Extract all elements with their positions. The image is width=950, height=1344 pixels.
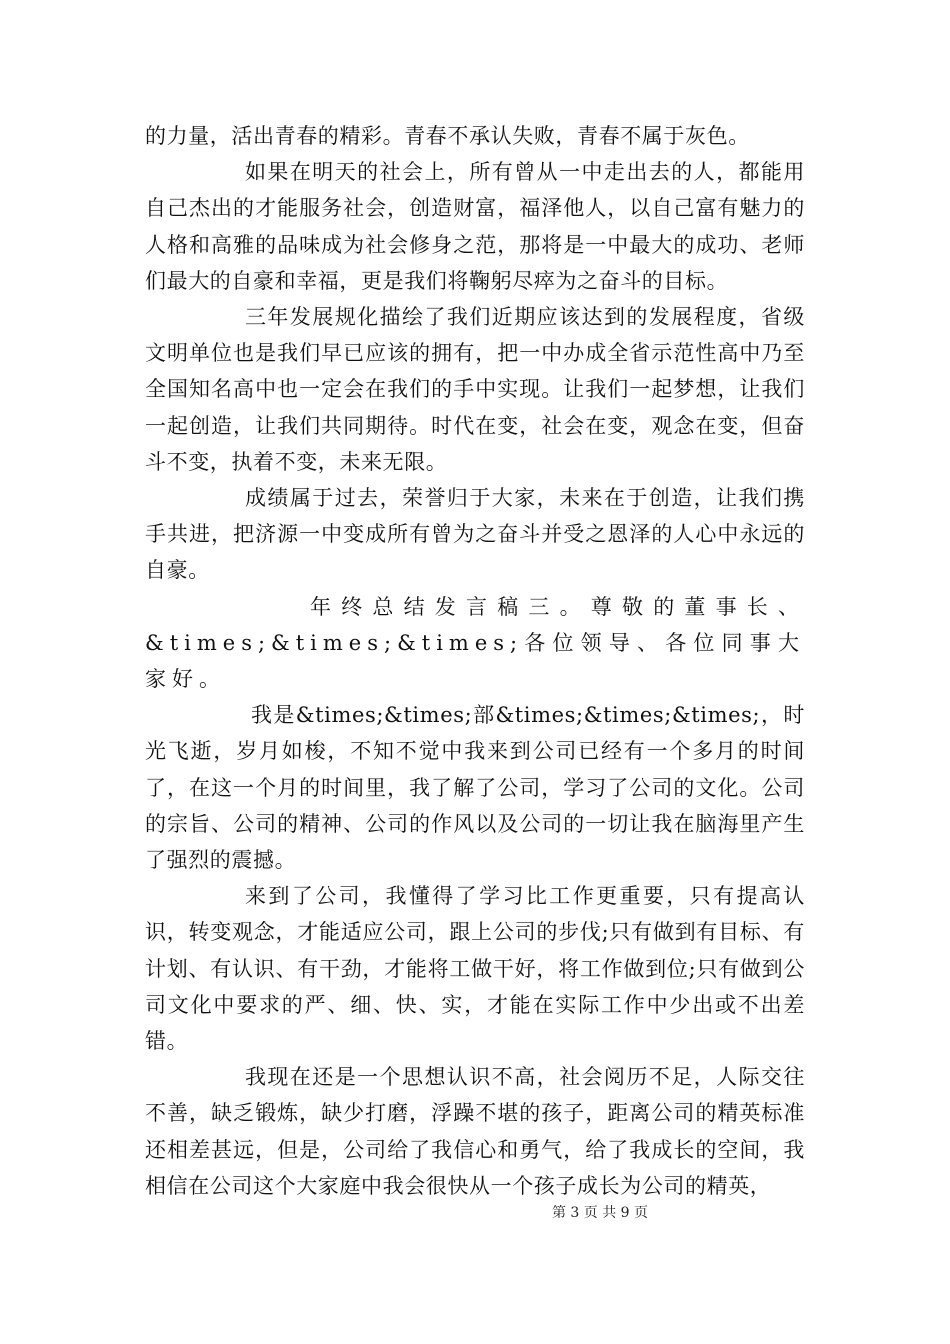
document-body: [145, 118, 805, 1204]
page-number-footer: 第 3 页 共 9 页: [551, 1205, 649, 1221]
paragraph-4: 成绩属于过去，荣誉归于大家，未来在于创造，让我们携手共进，把济源一中变成所有曾为之奋斗并受之恩泽的人心中永远的自豪。: [145, 486, 805, 583]
paragraph-7: 来到了公司，我懂得了学习比工作更重要，只有提高认识，转变观念，才能适应公司，跟上公司的步伐;只有做到有目标、有计划、有认识、有干劲，才能将工做干好，将工作做到位;只有做到公司文化中要求的严、细、快、实，才能在实际工作中少出或不出差错。: [145, 884, 805, 1054]
paragraph-2: 如果在明天的社会上，所有曾从一中走出去的人，都能用自己杰出的才能服务社会，创造财富，福泽他人，以自己富有魅力的人格和高雅的品味成为社会修身之范，那将是一中最大的成功、老师们最大的自豪和幸福，更是我们将鞠躬尽瘁为之奋斗的目标。: [145, 160, 805, 293]
speech-heading-paragraph: 年终总结发言稿三。尊敬的董事长、&times;&times;&times;各位领导、各位同事大家好。: [145, 594, 805, 692]
paragraph-3: 三年发展规化描绘了我们近期应该达到的发展程度，省级文明单位也是我们早已应该的拥有，把一中办成全省示范性高中乃至全国知名高中也一定会在我们的手中实现。让我们一起梦想，让我们一起创造，让我们共同期待。时代在变，社会在变，观念在变，但奋斗不变，执着不变，未来无限。: [145, 305, 805, 474]
paragraph-1: 的力量，活出青春的精彩。青春不承认失败，青春不属于灰色。: [145, 124, 750, 148]
paragraph-6: 我是&times;&times;部&times;&times;&times;，时光飞逝，岁月如梭，不知不觉中我来到公司已经有一个多月的时间了，在这一个月的时间里，我了解了公司，学习了公司的文化。公司的宗旨、公司的精神、公司的作风以及公司的一切让我在脑海里产生了强烈的震撼。: [145, 703, 805, 873]
paragraph-8: 我现在还是一个思想认识不高，社会阅历不足，人际交往不善，缺乏锻炼，缺少打磨，浮躁不堪的孩子，距离公司的精英标准还相差甚远，但是，公司给了我信心和勇气，给了我成长的空间，我相信在公司这个大家庭中我会很快从一个孩子成长为公司的精英，: [145, 1065, 805, 1198]
